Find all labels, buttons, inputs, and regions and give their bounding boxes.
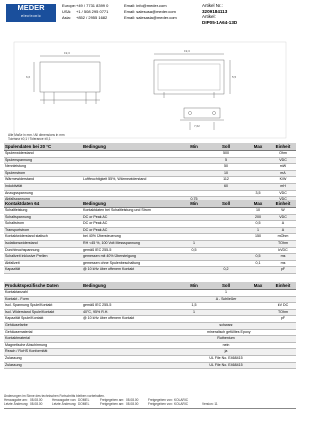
cell-value: 1 [246, 227, 270, 234]
cell-value: Kontaktdaten bei Schaltleistung und Strom [82, 208, 182, 215]
footer-cell: KOLARIC [174, 402, 188, 407]
cell-value: 0,2 [206, 267, 246, 274]
cell-value: mA [270, 170, 296, 177]
cell-value: DC or Peak AC [82, 227, 182, 234]
cell-value [82, 183, 182, 190]
row-label: Schaltzeit inklusive Prellen [4, 254, 82, 261]
cell-value [82, 170, 182, 177]
cell-value: 0,5 [246, 254, 270, 261]
cell-value: 150 [246, 234, 270, 241]
row-label: Magnetische Abschirmung [4, 342, 82, 349]
column-header: Min [182, 200, 206, 208]
row-label: Nennleistung [4, 164, 82, 171]
cell-value: 5 [206, 157, 246, 164]
footer-cell: Version: 11 [202, 402, 218, 407]
row-label: Kontaktwiderstand statisch [4, 234, 82, 241]
table-row [4, 170, 296, 177]
cell-value [246, 240, 270, 247]
cell-value: W [270, 208, 296, 215]
cell-value: 60 [206, 183, 246, 190]
cell-value [182, 316, 206, 323]
cell-value [246, 296, 270, 303]
cell-value [246, 164, 270, 171]
table-row [4, 227, 296, 234]
cell-value: 10 [206, 170, 246, 177]
contact-data-table [4, 200, 296, 274]
cell-value [246, 316, 270, 323]
table-row [4, 267, 296, 274]
cell-value [82, 290, 182, 297]
table-title: Kontaktdaten 64 [4, 200, 82, 208]
column-header: Max [246, 143, 270, 151]
cell-value: 3,5 [246, 190, 270, 197]
cell-value [82, 151, 182, 158]
cell-value: 50 [206, 164, 246, 171]
cell-value [182, 227, 206, 234]
cell-value: ja [206, 349, 246, 356]
contact-region: Asia: [62, 15, 71, 20]
cell-value [82, 349, 182, 356]
cell-value [206, 234, 246, 241]
cell-value [182, 329, 206, 336]
table-row [4, 362, 296, 369]
row-label: Wärmewiderstand [4, 177, 82, 184]
cell-value: schwarz [206, 322, 246, 329]
cell-value [246, 290, 270, 297]
table-row [4, 260, 296, 267]
cell-value [206, 227, 246, 234]
row-label: Kontaktanzahl [4, 290, 82, 297]
cell-value: @ 10 kHz über offenem Kontakt [82, 267, 182, 274]
cell-value [182, 214, 206, 221]
contact-phone: +49 / 7731 8399 0 [76, 3, 109, 8]
row-label: Kapazität Spule/Kontakt [4, 316, 82, 323]
article-name: DIP05-1A64-13D [202, 19, 238, 25]
svg-text:19,3: 19,3 [64, 51, 70, 55]
table-row [4, 157, 296, 164]
row-label: Kontakt - Form [4, 296, 82, 303]
footer-cell: DOMEL [78, 398, 90, 403]
cell-value: Ruthenium [206, 336, 246, 343]
table-row [4, 316, 296, 323]
svg-text:7,62: 7,62 [194, 124, 200, 128]
cell-value: gemessen ohne Spulenbeschaltung [82, 260, 182, 267]
column-header: Bedingung [82, 143, 182, 151]
table-row [4, 214, 296, 221]
table-row [4, 177, 296, 184]
table-row [4, 329, 296, 336]
cell-value [182, 362, 206, 369]
table-header-row [4, 143, 296, 151]
contact-region: Europe: [62, 3, 77, 8]
contact-email[interactable]: Email: salesasia@meder.com [124, 15, 177, 20]
cell-value [82, 157, 182, 164]
contact-block [62, 3, 197, 21]
cell-value [246, 362, 270, 369]
column-header: Einheit [270, 143, 296, 151]
cell-value [246, 322, 270, 329]
cell-value [270, 355, 296, 362]
cell-value [206, 221, 246, 228]
cell-value [182, 296, 206, 303]
table-row [4, 151, 296, 158]
row-label: Abfallzeit [4, 260, 82, 267]
cell-value [246, 247, 270, 254]
cell-value: A - Schließer [206, 296, 246, 303]
cell-value [182, 322, 206, 329]
cell-value [246, 170, 270, 177]
row-label: Anzugsspannung [4, 190, 82, 197]
logo-text-bottom: electronic [20, 13, 42, 18]
cell-value [246, 157, 270, 164]
cell-value: mW [270, 164, 296, 171]
cell-value [270, 336, 296, 343]
cell-value: nein [206, 342, 246, 349]
table-header-row [4, 200, 296, 208]
cell-value: 1 [206, 290, 246, 297]
cell-value [182, 208, 206, 215]
cell-value [182, 190, 206, 197]
row-label: Kontaktmaterial [4, 336, 82, 343]
cell-value: ms [270, 254, 296, 261]
footer-cell: 08.08.00 [126, 398, 139, 403]
cell-value: UL File No. E468415 [206, 362, 246, 369]
cell-value: mOhm [270, 234, 296, 241]
article-number: 3209184113 [202, 8, 228, 14]
footer-cell: KOLARIC [174, 398, 188, 403]
footer-cell: Freigegeben am: [100, 402, 125, 407]
row-label: Zulassung [4, 362, 82, 369]
article-block [202, 3, 237, 25]
cell-value: 112 [206, 177, 246, 184]
cell-value [206, 247, 246, 254]
table-row [4, 322, 296, 329]
cell-value: mH [270, 183, 296, 190]
column-header: Soll [206, 200, 246, 208]
table-row [4, 309, 296, 316]
cell-value: Luftfeuchtigkeit 55%, Wärmewiderstand [82, 177, 182, 184]
column-header: Soll [206, 143, 246, 151]
cell-value: 0,5 [182, 247, 206, 254]
cell-value: VDC [270, 190, 296, 197]
cell-value: 40°C, 95% R.H. [82, 309, 182, 316]
footer-cell: DOMEL [78, 402, 90, 407]
column-header: Bedingung [82, 282, 182, 290]
cell-value [182, 290, 206, 297]
cell-value: 1 [182, 240, 206, 247]
footer-cell: Letzte Änderung: [52, 402, 77, 407]
cell-value: A [270, 221, 296, 228]
cell-value [82, 329, 182, 336]
cell-value [182, 164, 206, 171]
table-row [4, 336, 296, 343]
contact-email[interactable]: Email: salesusa@meder.com [124, 9, 176, 14]
cell-value [246, 151, 270, 158]
cell-value [246, 336, 270, 343]
contact-row [62, 15, 197, 21]
footer-cell: 08.08.00 [126, 402, 139, 407]
footer-row [4, 402, 296, 406]
table-row [4, 355, 296, 362]
cell-value [270, 349, 296, 356]
meder-logo [6, 4, 56, 22]
cell-value: A [270, 227, 296, 234]
cell-value: 10 [246, 208, 270, 215]
cell-value [182, 342, 206, 349]
cell-value [206, 303, 246, 310]
cell-value [270, 362, 296, 369]
table-row [4, 221, 296, 228]
cell-value: pF [270, 316, 296, 323]
footer-cell: 08.08.00 [30, 398, 43, 403]
technical-drawing [4, 32, 296, 142]
cell-value: pF [270, 267, 296, 274]
row-label: Reach / RoHS Konformität [4, 349, 82, 356]
cell-value: kVDC [270, 247, 296, 254]
footer-cell: Letzte Änderung: [4, 402, 29, 407]
table-row [4, 349, 296, 356]
cell-value: 0,5 [246, 221, 270, 228]
footer-cell: Freigegeben von: [148, 398, 173, 403]
column-header: Einheit [270, 200, 296, 208]
cell-value [182, 177, 206, 184]
table-row [4, 342, 296, 349]
cell-value [246, 342, 270, 349]
table-title: Produktspezifische Daten [4, 282, 82, 290]
table-row [4, 254, 296, 261]
cell-value: 200 [246, 214, 270, 221]
cell-value [246, 309, 270, 316]
contact-phone: +852 / 2955 1682 [76, 15, 108, 20]
table-title: Spulendaten bei 20 °C [4, 143, 82, 151]
footer-cell: Freigegeben von: [148, 402, 173, 407]
table-row [4, 296, 296, 303]
cell-value [246, 349, 270, 356]
cell-value [206, 309, 246, 316]
row-label: Isol. Widerstand Spule/Kontakt [4, 309, 82, 316]
cell-value: gemessen mit 40% Übersteigung [82, 254, 182, 261]
cell-value [206, 208, 246, 215]
cell-value [246, 303, 270, 310]
cell-value: kV DC [270, 303, 296, 310]
table-header-row [4, 282, 296, 290]
dimension-drawing-svg [4, 32, 296, 142]
column-header: Min [182, 143, 206, 151]
cell-value: TOhm [270, 309, 296, 316]
cell-value: ms [270, 260, 296, 267]
row-label: Spulenstrom [4, 170, 82, 177]
cell-value [182, 336, 206, 343]
row-label: Transportstrom [4, 227, 82, 234]
cell-value: DC or Peak AC [82, 221, 182, 228]
table-row [4, 303, 296, 310]
cell-value [82, 296, 182, 303]
column-header: Max [246, 282, 270, 290]
cell-value: bei 40% Übersteuerung [82, 234, 182, 241]
cell-value: @ 10 kHz über offenem Kontakt [82, 316, 182, 323]
cell-value [82, 342, 182, 349]
cell-value: K/W [270, 177, 296, 184]
contact-email[interactable]: Email: info@meder.com [124, 3, 167, 8]
row-label: Schaltleistung [4, 208, 82, 215]
cell-value [206, 316, 246, 323]
cell-value: UL File No. E468415 [206, 355, 246, 362]
cell-value: DC or Peak AC [82, 214, 182, 221]
cell-value [206, 260, 246, 267]
svg-text:6,6: 6,6 [26, 75, 31, 79]
cell-value: TOhm [270, 240, 296, 247]
table-row [4, 240, 296, 247]
footer-note: Änderungen im Sinne des technischen Fortschritts bleiben vorbehalten. [4, 394, 105, 398]
cell-value [182, 151, 206, 158]
row-label: Isolationswiderstand [4, 240, 82, 247]
row-label: Induktivität [4, 183, 82, 190]
cell-value [246, 177, 270, 184]
svg-text:19,3: 19,3 [184, 49, 190, 53]
column-header: Max [246, 200, 270, 208]
cell-value [182, 157, 206, 164]
row-label: Schaltspannung [4, 214, 82, 221]
svg-text:5,5: 5,5 [232, 75, 237, 79]
footer-cell: 08.08.00 [30, 402, 43, 407]
table-row [4, 208, 296, 215]
footer [4, 394, 296, 407]
column-header: Soll [206, 282, 246, 290]
row-label: Gehäusematerial [4, 329, 82, 336]
row-label: Zulassung [4, 355, 82, 362]
cell-value [270, 329, 296, 336]
cell-value: Ohm [270, 151, 296, 158]
cell-value [270, 322, 296, 329]
cell-value [182, 221, 206, 228]
footer-cell: Freigegeben am: [100, 398, 125, 403]
drawing-note-line-2: Toleranz ±0,1 / Tolerance ±0,1 [8, 137, 51, 141]
cell-value [82, 322, 182, 329]
cell-value [82, 190, 182, 197]
cell-value [270, 296, 296, 303]
table-row [4, 247, 296, 254]
cell-value [206, 190, 246, 197]
row-label: Durchbruchspannung [4, 247, 82, 254]
logo-text-top: MEDER [17, 3, 45, 12]
cell-value [182, 267, 206, 274]
row-label: Spulenwiderstand [4, 151, 82, 158]
row-label: Schaltstrom [4, 221, 82, 228]
cell-value [82, 355, 182, 362]
row-label: Isol. Spannung Spule/Kontakt [4, 303, 82, 310]
cell-value [270, 290, 296, 297]
cell-value [82, 164, 182, 171]
article-number-label: Artikel Nr.: [202, 3, 223, 8]
cell-value: mineralisch gefülltes Epoxy [207, 329, 251, 334]
column-header: Einheit [270, 282, 296, 290]
cell-value: VDC [270, 157, 296, 164]
coil-data-table [4, 143, 296, 204]
table-row [4, 290, 296, 297]
contact-region: USA: [62, 9, 72, 14]
cell-value [246, 267, 270, 274]
row-label: Gehäusefarbe [4, 322, 82, 329]
footer-cell: Herausgabe von: [52, 398, 77, 403]
cell-value [182, 349, 206, 356]
cell-value [182, 254, 206, 261]
footer-cell: Herausgabe am: [4, 398, 28, 403]
cell-value [206, 214, 246, 221]
footer-divider [4, 408, 296, 409]
cell-value [206, 240, 246, 247]
cell-value: gemäß IEC 255-5 [82, 303, 182, 310]
cell-value [270, 342, 296, 349]
column-header: Min [182, 282, 206, 290]
cell-value [206, 254, 246, 261]
cell-value [182, 170, 206, 177]
contact-phone: +1 / 508 295 0771 [76, 9, 109, 14]
cell-value: 1,5 [182, 303, 206, 310]
row-label: Kapazität [4, 267, 82, 274]
cell-value [246, 183, 270, 190]
cell-value: 1 [182, 309, 206, 316]
cell-value: 500 [206, 151, 246, 158]
drawing-note-line-1: Alle Maße in mm / All dimensions in mm [8, 133, 65, 137]
product-data-table [4, 282, 296, 369]
row-label: Spulenspannung [4, 157, 82, 164]
cell-value [182, 183, 206, 190]
cell-value: 0,1 [246, 260, 270, 267]
cell-value [246, 355, 270, 362]
cell-value [182, 355, 206, 362]
cell-value: RH <45 %, 100 Volt Messspannung [82, 240, 182, 247]
cell-value [82, 336, 182, 343]
column-header: Bedingung [82, 200, 182, 208]
cell-value [182, 234, 206, 241]
header [0, 0, 300, 28]
table-row [4, 190, 296, 197]
cell-value [182, 260, 206, 267]
table-row [4, 183, 296, 190]
cell-value: VDC [270, 214, 296, 221]
article-label: Artikel: [202, 14, 216, 20]
table-row [4, 234, 296, 241]
drawing-note [8, 133, 65, 141]
cell-value [82, 362, 182, 369]
cell-value: gemäß IEC 255-5 [82, 247, 182, 254]
table-row [4, 164, 296, 171]
